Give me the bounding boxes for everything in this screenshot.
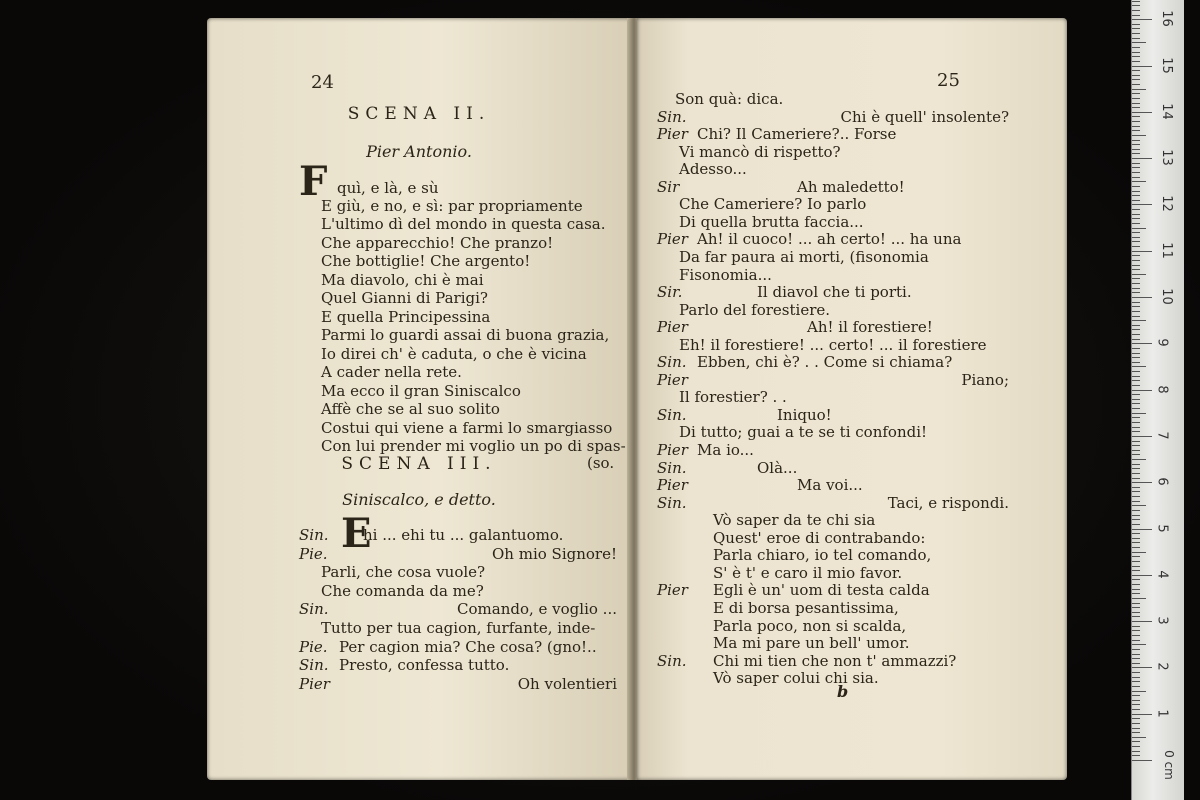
- ruler-number: 15: [1158, 56, 1174, 74]
- ruler-tick: [1132, 158, 1152, 159]
- ruler-tick: [1132, 89, 1146, 90]
- ruler-tick: [1132, 107, 1140, 108]
- dialogue-text: Oh volentieri: [517, 674, 617, 693]
- ruler-number: 12: [1158, 195, 1174, 213]
- ruler-tick: [1132, 24, 1140, 25]
- ruler-tick: [1132, 320, 1146, 321]
- dialogue-text: Di quella brutta faccia...: [679, 212, 864, 231]
- ruler-tick: [1132, 353, 1140, 354]
- ruler-tick: [1132, 468, 1140, 469]
- speaker-label: Pier: [657, 581, 688, 600]
- ruler-tick: [1132, 464, 1140, 465]
- ruler-tick: [1132, 278, 1140, 279]
- dialogue-text: Piano;: [961, 370, 1009, 389]
- ruler-tick: [1132, 47, 1140, 48]
- ruler-tick: [1132, 677, 1140, 678]
- verse-line: quì, e là, e sù: [337, 179, 439, 197]
- dialogue-text: Iniquo!: [777, 405, 832, 424]
- ruler-tick: [1132, 140, 1140, 141]
- ruler-tick: [1132, 417, 1140, 418]
- ruler-tick: [1132, 93, 1140, 94]
- ruler-tick: [1132, 394, 1140, 395]
- ruler-tick: [1132, 542, 1140, 543]
- ruler-tick: [1132, 163, 1140, 164]
- verse-line: Io direi ch' è caduta, o che è vicina: [321, 344, 587, 363]
- dialogue-text: Per cagion mia? Che cosa? (gno!..: [339, 637, 597, 656]
- ruler-tick: [1132, 181, 1146, 182]
- ruler-tick: [1132, 167, 1140, 168]
- speaker-label: Sin.: [299, 656, 329, 675]
- open-book: [207, 18, 1067, 780]
- ruler-tick: [1132, 380, 1140, 381]
- ruler-tick: [1132, 566, 1140, 567]
- scene-heading-2: SCENA II.: [347, 104, 491, 124]
- ruler-tick: [1132, 103, 1140, 104]
- speaker-label: Pier: [299, 674, 330, 693]
- ruler-tick: [1132, 84, 1140, 85]
- ruler-tick: [1132, 654, 1140, 655]
- verse-line: Ma diavolo, chi è mai: [321, 270, 484, 289]
- ruler-tick: [1132, 269, 1140, 270]
- ruler-tick: [1132, 70, 1140, 71]
- speaker-label: Sin.: [657, 651, 687, 670]
- ruler-tick: [1132, 10, 1140, 11]
- ruler-tick: [1132, 5, 1140, 6]
- ruler-tick: [1132, 667, 1152, 668]
- dialogue-text: Comando, e voglio ...: [457, 600, 617, 619]
- ruler-number: 13: [1158, 149, 1174, 166]
- ruler-tick: [1132, 302, 1140, 303]
- speaker-label: Pier: [657, 318, 688, 337]
- verse-line: Ma ecco il gran Siniscalco: [321, 381, 521, 400]
- ruler-tick: [1132, 413, 1146, 414]
- ruler-tick: [1132, 15, 1140, 16]
- ruler-tick: [1132, 325, 1140, 326]
- ruler-tick: [1132, 616, 1140, 617]
- ruler-tick: [1132, 533, 1140, 534]
- ruler-tick: [1132, 362, 1140, 363]
- ruler-tick: [1132, 339, 1140, 340]
- ruler-tick: [1132, 385, 1140, 386]
- dialogue-text: E di borsa pesantissima,: [713, 598, 899, 617]
- ruler-tick: [1132, 116, 1140, 117]
- ruler-tick: [1132, 251, 1152, 252]
- speaker-label: Sin.: [657, 493, 687, 512]
- ruler-tick: [1132, 626, 1140, 627]
- dialogue-text: Chi è quell' insolente?: [840, 107, 1009, 126]
- speaker-label: Pie.: [299, 544, 328, 563]
- ruler-tick: [1132, 126, 1140, 127]
- verse-line: Che bottiglie! Che argento!: [321, 252, 531, 270]
- ruler-tick: [1132, 75, 1140, 76]
- ruler-tick: [1132, 746, 1140, 747]
- ruler-tick: [1132, 644, 1146, 645]
- ruler-tick: [1132, 135, 1146, 136]
- ruler-tick: [1132, 751, 1140, 752]
- verse-line: Parmi lo guardi assai di buona grazia,: [321, 326, 610, 344]
- ruler-tick: [1132, 130, 1140, 131]
- scene-2-characters: Pier Antonio.: [366, 142, 472, 161]
- ruler-tick: [1132, 441, 1140, 442]
- dialogue-text: Che comanda da me?: [321, 581, 484, 600]
- ruler-tick: [1132, 723, 1140, 724]
- ruler-tick: [1132, 529, 1152, 530]
- ruler-tick: [1132, 33, 1140, 34]
- ruler-tick: [1132, 79, 1140, 80]
- measuring-ruler: [1131, 0, 1184, 800]
- ruler-number: 7: [1154, 431, 1170, 440]
- ruler-tick: [1132, 255, 1140, 256]
- ruler-tick: [1132, 348, 1140, 349]
- ruler-number: 5: [1154, 523, 1170, 533]
- ruler-tick: [1132, 121, 1140, 122]
- dialogue-text: Parla chiaro, io tel comando,: [713, 546, 932, 565]
- verse-line: L'ultimo dì del mondo in questa casa.: [321, 215, 606, 233]
- ruler-tick: [1132, 56, 1140, 57]
- ruler-tick: [1132, 505, 1146, 506]
- speaker-label: Sin.: [657, 458, 687, 477]
- ruler-tick: [1132, 195, 1140, 196]
- ruler-tick: [1132, 297, 1152, 298]
- drop-cap-f: F: [299, 158, 328, 205]
- ruler-tick: [1132, 691, 1146, 692]
- ruler-tick: [1132, 584, 1140, 585]
- ruler-number: 16: [1158, 10, 1174, 27]
- ruler-tick: [1132, 737, 1146, 738]
- ruler-tick: [1132, 214, 1140, 215]
- ruler-tick: [1132, 1, 1140, 2]
- speaker-label: Pier: [657, 441, 688, 459]
- ruler-tick: [1132, 547, 1140, 548]
- ruler-number: 11: [1158, 241, 1174, 259]
- ruler-tick: [1132, 714, 1152, 715]
- ruler-tick: [1132, 658, 1140, 659]
- ruler-tick: [1132, 593, 1140, 594]
- ruler-tick: [1132, 570, 1140, 571]
- ruler-tick: [1132, 357, 1140, 358]
- ruler-number: 8: [1154, 384, 1170, 394]
- ruler-tick: [1132, 241, 1140, 242]
- ruler-tick: [1132, 478, 1140, 479]
- ruler-tick: [1132, 61, 1140, 62]
- ruler-tick: [1132, 28, 1140, 29]
- ruler-tick: [1132, 218, 1140, 219]
- ruler-number: 2: [1154, 662, 1170, 672]
- ruler-tick: [1132, 635, 1140, 636]
- dialogue-text: Ah maledetto!: [797, 177, 905, 196]
- ruler-tick: [1132, 191, 1140, 192]
- ruler-tick: [1132, 519, 1140, 520]
- ruler-tick: [1132, 306, 1140, 307]
- ruler-tick: [1132, 246, 1140, 247]
- ruler-tick: [1132, 403, 1140, 404]
- ruler-tick: [1132, 760, 1152, 761]
- verse-line: Che apparecchio! Che pranzo!: [321, 233, 554, 252]
- ruler-number: 14: [1158, 103, 1174, 120]
- speaker-label: Pier: [657, 230, 688, 249]
- ruler-tick: [1132, 153, 1140, 154]
- dialogue-text: Chi mi tien che non t' ammazzi?: [713, 651, 957, 670]
- ruler-tick: [1132, 755, 1140, 756]
- ruler-tick: [1132, 223, 1140, 224]
- ruler-tick: [1132, 695, 1140, 696]
- ruler-tick: [1132, 431, 1140, 432]
- dialogue-text: Vi mancò di rispetto?: [679, 142, 841, 161]
- speaker-label: Sir.: [657, 283, 683, 302]
- right-page: [637, 18, 1067, 780]
- dialogue-text: Il diavol che ti porti.: [757, 283, 912, 302]
- dialogue-text: Quest' eroe di contrabando:: [713, 528, 926, 547]
- ruler-tick: [1132, 38, 1140, 39]
- ruler-tick: [1132, 329, 1140, 330]
- ruler-tick: [1132, 399, 1140, 400]
- ruler-tick: [1132, 200, 1140, 201]
- speaker-label: Pier: [657, 370, 688, 389]
- ruler-tick: [1132, 232, 1140, 233]
- ruler-tick: [1132, 538, 1140, 539]
- ruler-tick: [1132, 427, 1140, 428]
- dialogue-text: Ah! il forestiere!: [807, 318, 933, 337]
- ruler-tick: [1132, 686, 1140, 687]
- speaker-label: Sin.: [657, 353, 687, 372]
- ruler-tick: [1132, 473, 1140, 474]
- verse-line: E giù, e no, e sì: par propriamente: [321, 196, 583, 215]
- dialogue-text: Vò saper colui chi sia.: [713, 669, 879, 688]
- ruler-tick: [1132, 98, 1140, 99]
- ruler-tick: [1132, 732, 1140, 733]
- ruler-tick: [1132, 510, 1140, 511]
- dialogue-text: Oh mio Signore!: [492, 544, 617, 563]
- ruler-tick: [1132, 228, 1146, 229]
- dialogue-text: Ma voi...: [797, 476, 863, 495]
- page-number-right: 25: [937, 70, 960, 91]
- dialogue-text: Parlo del forestiere.: [679, 300, 831, 319]
- ruler-number: 6: [1154, 477, 1170, 486]
- ruler-tick: [1132, 482, 1152, 483]
- ruler-tick: [1132, 589, 1140, 590]
- ruler-tick: [1132, 718, 1140, 719]
- ruler-tick: [1132, 487, 1140, 488]
- verse-line: Quel Gianni di Parigi?: [321, 289, 488, 307]
- dialogue-text: Olà...: [757, 458, 798, 477]
- speaker-label: Sin.: [299, 526, 329, 544]
- ruler-tick: [1132, 260, 1140, 261]
- ruler-tick: [1132, 408, 1140, 409]
- ruler-tick: [1132, 649, 1140, 650]
- ruler-number: 10: [1158, 288, 1174, 305]
- ruler-tick: [1132, 515, 1140, 516]
- ruler-tick: [1132, 316, 1140, 317]
- scene-3-characters: Siniscalco, e detto.: [342, 490, 496, 509]
- signature-mark: b: [837, 682, 849, 701]
- ruler-number: 9: [1154, 338, 1170, 347]
- ruler-tick: [1132, 177, 1140, 178]
- speaker-label: Sin.: [299, 600, 329, 619]
- dialogue-text: Ma mi pare un bell' umor.: [713, 634, 910, 653]
- ruler-tick: [1132, 292, 1140, 293]
- dialogue-text: Vò saper da te chi sia: [713, 511, 876, 530]
- ruler-tick: [1132, 621, 1152, 622]
- dialogue-text: Son quà: dica.: [675, 90, 784, 108]
- ruler-tick: [1132, 672, 1140, 673]
- left-page: [207, 18, 631, 780]
- dialogue-text: Parli, che cosa vuole?: [321, 563, 486, 582]
- ruler-tick: [1132, 728, 1140, 729]
- ruler-tick: [1132, 288, 1140, 289]
- ruler-tick: [1132, 663, 1140, 664]
- ruler-tick: [1132, 607, 1140, 608]
- verse-line: E quella Principessina: [321, 307, 491, 326]
- ruler-tick: [1132, 186, 1140, 187]
- dialogue-text: Presto, confessa tutto.: [339, 656, 510, 675]
- ruler-tick: [1132, 700, 1140, 701]
- ruler-tick: [1132, 640, 1140, 641]
- ruler-tick: [1132, 334, 1140, 335]
- dialogue-text: Da far paura ai morti, (fisonomia: [679, 247, 929, 266]
- ruler-tick: [1132, 144, 1140, 145]
- ruler-number: 4: [1154, 570, 1170, 579]
- ruler-tick: [1132, 459, 1146, 460]
- ruler-tick: [1132, 366, 1146, 367]
- speaker-label: Sin.: [657, 107, 687, 126]
- ruler-tick: [1132, 390, 1152, 391]
- ruler-tick: [1132, 579, 1140, 580]
- dialogue-text: Ah! il cuoco! ... ah certo! ... ha una: [697, 230, 962, 249]
- ruler-number: 1: [1154, 709, 1170, 718]
- speaker-label: Sir: [657, 177, 680, 196]
- verse-line: (so.: [587, 454, 615, 473]
- dialogue-text: Eh! il forestiere! ... certo! ... il forestiere: [679, 335, 987, 354]
- ruler-tick: [1132, 454, 1140, 455]
- ruler-tick: [1132, 274, 1146, 275]
- ruler-tick: [1132, 19, 1152, 20]
- scene-heading-3: SCENA III.: [341, 454, 497, 474]
- ruler-tick: [1132, 556, 1140, 557]
- ruler-tick: [1132, 112, 1152, 113]
- ruler-tick: [1132, 681, 1140, 682]
- ruler-number: 3: [1154, 616, 1170, 625]
- ruler-tick: [1132, 575, 1152, 576]
- dialogue-text: Ma io...: [697, 441, 754, 459]
- ruler-tick: [1132, 603, 1140, 604]
- ruler-tick: [1132, 524, 1140, 525]
- ruler-tick: [1132, 204, 1152, 205]
- ruler-tick: [1132, 283, 1140, 284]
- ruler-tick: [1132, 496, 1140, 497]
- ruler-tick: [1132, 422, 1140, 423]
- dialogue-text: S' è t' e caro il mio favor.: [713, 563, 903, 582]
- ruler-tick: [1132, 445, 1140, 446]
- dialogue-text: Che Cameriere? Io parlo: [679, 195, 867, 214]
- ruler-tick: [1132, 704, 1140, 705]
- ruler-tick: [1132, 491, 1140, 492]
- dialogue-text: Ebben, chi è? . . Come si chiama?: [697, 353, 953, 372]
- ruler-tick: [1132, 450, 1140, 451]
- ruler-tick: [1132, 630, 1140, 631]
- ruler-tick: [1132, 371, 1140, 372]
- dialogue-text: hi ... ehi tu ... galantuomo.: [363, 526, 564, 544]
- ruler-tick: [1132, 552, 1146, 553]
- speaker-label: Sin.: [657, 405, 687, 424]
- ruler-tick: [1132, 66, 1152, 67]
- ruler-tick: [1132, 561, 1140, 562]
- speaker-label: Pier: [657, 476, 688, 495]
- verse-line: Costui qui viene a farmi lo smargiasso: [321, 418, 613, 437]
- ruler-tick: [1132, 709, 1140, 710]
- ruler-tick: [1132, 42, 1146, 43]
- ruler-tick: [1132, 598, 1146, 599]
- dialogue-text: Chi? Il Cameriere?.. Forse: [697, 125, 897, 144]
- ruler-tick: [1132, 209, 1140, 210]
- ruler-tick: [1132, 436, 1152, 437]
- speaker-label: Pie.: [299, 637, 328, 656]
- verse-line: Con lui prender mi voglio un po di spas-: [321, 437, 626, 455]
- dialogue-text: Il forestier? . .: [679, 388, 787, 407]
- drop-cap-e: E: [341, 510, 372, 557]
- ruler-tick: [1132, 172, 1140, 173]
- dialogue-text: Parla poco, non si scalda,: [713, 616, 907, 635]
- dialogue-text: Egli è un' uom di testa calda: [713, 581, 930, 600]
- ruler-tick: [1132, 52, 1140, 53]
- verse-line: Affè che se al suo solito: [321, 400, 500, 418]
- ruler-tick: [1132, 376, 1140, 377]
- ruler-unit-label: 0 cm: [1161, 750, 1176, 780]
- dialogue-text: Taci, e rispondi.: [887, 493, 1009, 512]
- speaker-label: Pier: [657, 125, 688, 144]
- ruler-tick: [1132, 237, 1140, 238]
- ruler-tick: [1132, 501, 1140, 502]
- ruler-tick: [1132, 612, 1140, 613]
- ruler-tick: [1132, 265, 1140, 266]
- ruler-tick: [1132, 343, 1152, 344]
- dialogue-text: Di tutto; guai a te se ti confondi!: [679, 423, 928, 442]
- ruler-tick: [1132, 149, 1140, 150]
- dialogue-text: Adesso...: [679, 160, 747, 179]
- dialogue-text: Tutto per tua cagion, furfante, inde-: [321, 619, 596, 637]
- ruler-tick: [1132, 311, 1140, 312]
- ruler-tick: [1132, 741, 1140, 742]
- page-number-left: 24: [311, 72, 334, 93]
- dialogue-text: Fisonomia...: [679, 265, 772, 284]
- verse-line: A cader nella rete.: [321, 363, 462, 381]
